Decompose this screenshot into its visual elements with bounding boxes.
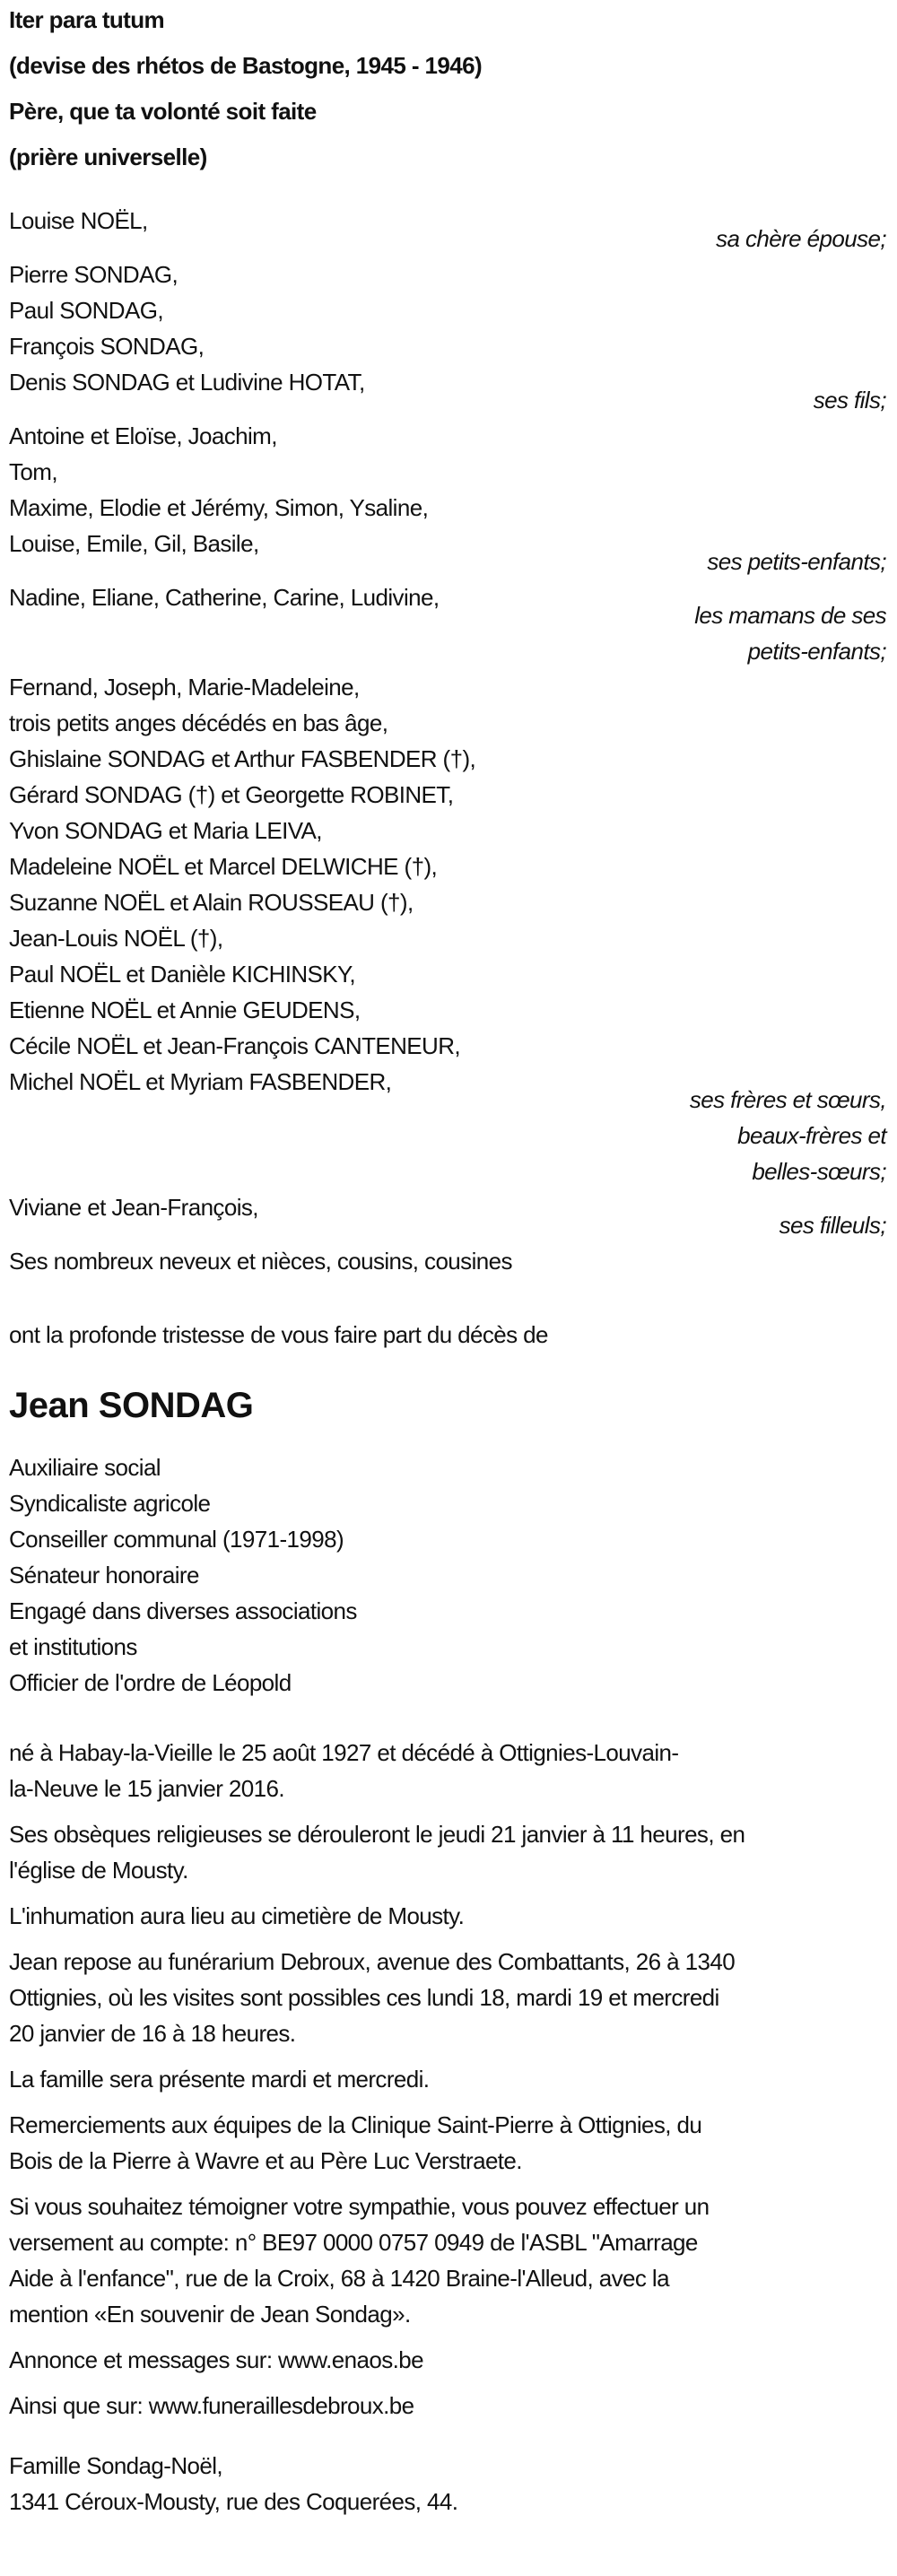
relation-label-line: les mamans de ses	[694, 602, 886, 629]
family-member-line: trois petits anges décédés en bas âge,	[9, 709, 388, 736]
relation-label-line: ses frères et sœurs,	[689, 1086, 886, 1113]
family-member-line: Viviane et Jean-François,	[9, 1194, 258, 1221]
signature-line: Famille Sondag-Noël,	[9, 2452, 223, 2479]
paragraph	[9, 1898, 888, 1934]
paragraph-line: Ainsi que sur: www.funeraillesdebroux.be	[9, 2392, 414, 2419]
family-member-line: Yvon SONDAG et Maria LEIVA,	[9, 817, 322, 844]
paragraph-line: Remerciements aux équipes de la Clinique Saint-Pierre à Ottignies, du	[9, 2111, 702, 2138]
relation-label-line: belles-sœurs;	[752, 1158, 886, 1185]
family-group	[9, 203, 888, 257]
paragraph	[9, 1735, 888, 1806]
paragraph-line: la-Neuve le 15 janvier 2016.	[9, 1775, 284, 1802]
relation-label-line: ses filleuls;	[779, 1212, 886, 1239]
family-member-line: Paul SONDAG,	[9, 297, 163, 324]
family-list	[9, 203, 888, 1243]
paragraph-line: l'église de Mousty.	[9, 1857, 188, 1884]
title-line: Sénateur honoraire	[9, 1562, 199, 1588]
paragraph-line: L'inhumation aura lieu au cimetière de Mousty.	[9, 1902, 465, 1929]
family-member-line: Etienne NOËL et Annie GEUDENS,	[9, 996, 361, 1023]
paragraph-line: La famille sera présente mardi et mercredi.	[9, 2066, 430, 2093]
family-group	[9, 418, 888, 579]
others-line: Ses nombreux neveux et nièces, cousins, cousines	[9, 1248, 512, 1275]
paragraph-line: 20 janvier de 16 à 18 heures.	[9, 2020, 296, 2047]
paragraph-line: Bois de la Pierre à Wavre et au Père Luc Verstraete.	[9, 2147, 522, 2174]
paragraph	[9, 2061, 888, 2097]
family-member-line: François SONDAG,	[9, 333, 205, 360]
family-member-line: Madeleine NOËL et Marcel DELWICHE (†),	[9, 853, 438, 880]
paragraph-line: Aide à l'enfance", rue de la Croix, 68 à 1420 Braine-l'Alleud, avec la	[9, 2265, 669, 2292]
title-line: Auxiliaire social	[9, 1454, 161, 1481]
family-member-line: Nadine, Eliane, Catherine, Carine, Ludivine,	[9, 584, 440, 611]
paragraph-line: versement au compte: n° BE97 0000 0757 0949 de l'ASBL "Amarrage	[9, 2229, 698, 2256]
signature	[9, 2448, 888, 2519]
paragraph-line: Ottignies, où les visites sont possibles ces lundi 18, mardi 19 et mercredi	[9, 1984, 719, 2011]
family-member-line: Gérard SONDAG (†) et Georgette ROBINET,	[9, 781, 454, 808]
family-member-line: Jean-Louis NOËL (†),	[9, 925, 223, 952]
family-member-line: Paul NOËL et Danièle KICHINSKY,	[9, 961, 356, 988]
title-line: Officier de l'ordre de Léopold	[9, 1669, 292, 1696]
paragraph	[9, 1944, 888, 2051]
title-line: Conseiller communal (1971-1998)	[9, 1526, 344, 1553]
family-member-line: Antoine et Eloïse, Joachim,	[9, 422, 277, 449]
paragraph	[9, 1816, 888, 1888]
paragraph-line: Si vous souhaitez témoigner votre sympathie, vous pouvez effectuer un	[9, 2193, 710, 2220]
family-group	[9, 257, 888, 418]
family-member-line: Louise NOËL,	[9, 207, 148, 234]
family-group	[9, 579, 888, 669]
family-member-line: Pierre SONDAG,	[9, 261, 179, 288]
deceased-name: Jean SONDAG	[9, 1386, 254, 1425]
paragraph	[9, 2107, 888, 2179]
header-line: (prière universelle)	[9, 144, 207, 170]
title-line: Engagé dans diverses associations	[9, 1597, 357, 1624]
paragraph-line: Ses obsèques religieuses se dérouleront le jeudi 21 janvier à 11 heures, en	[9, 1821, 745, 1848]
family-member-line: Tom,	[9, 458, 57, 485]
paragraph	[9, 2342, 888, 2378]
header-line: Iter para tutum	[9, 6, 165, 33]
family-member-line: Suzanne NOËL et Alain ROUSSEAU (†),	[9, 889, 414, 916]
family-member-line: Maxime, Elodie et Jérémy, Simon, Ysaline,	[9, 494, 429, 521]
announcement-line: ont la profonde tristesse de vous faire part du décès de	[9, 1321, 548, 1348]
paragraph-line: mention «En souvenir de Jean Sondag».	[9, 2301, 411, 2328]
family-member-line: Louise, Emile, Gil, Basile,	[9, 530, 259, 557]
family-member-line: Fernand, Joseph, Marie-Madeleine,	[9, 674, 360, 701]
paragraph	[9, 2189, 888, 2332]
paragraph-line: né à Habay-la-Vieille le 25 août 1927 et décédé à Ottignies-Louvain-	[9, 1739, 679, 1766]
signature-line: 1341 Céroux-Mousty, rue des Coquerées, 44.	[9, 2488, 458, 2515]
relation-label-line: beaux-frères et	[737, 1122, 886, 1149]
titles-list	[9, 1449, 888, 1701]
header-quotes	[9, 2, 888, 175]
header-line: Père, que ta volonté soit faite	[9, 98, 317, 125]
family-group	[9, 1189, 888, 1243]
relation-label-line: petits-enfants;	[747, 638, 886, 665]
paragraph	[9, 2388, 888, 2424]
title-line: et institutions	[9, 1633, 137, 1660]
title-line: Syndicaliste agricole	[9, 1490, 211, 1517]
relation-label-line: ses fils;	[813, 387, 886, 413]
paragraph-line: Annonce et messages sur: www.enaos.be	[9, 2346, 423, 2373]
relation-label-line: ses petits-enfants;	[707, 548, 886, 575]
family-member-line: Cécile NOËL et Jean-François CANTENEUR,	[9, 1032, 461, 1059]
paragraph-line: Jean repose au funérarium Debroux, avenue des Combattants, 26 à 1340	[9, 1948, 736, 1975]
relation-label-line: sa chère épouse;	[716, 225, 886, 252]
family-group	[9, 669, 888, 1189]
details-paragraphs	[9, 1735, 888, 2424]
family-member-line: Michel NOËL et Myriam FASBENDER,	[9, 1068, 392, 1095]
family-member-line: Ghislaine SONDAG et Arthur FASBENDER (†),	[9, 745, 476, 772]
header-line: (devise des rhétos de Bastogne, 1945 - 1946)	[9, 52, 483, 79]
family-member-line: Denis SONDAG et Ludivine HOTAT,	[9, 369, 365, 396]
